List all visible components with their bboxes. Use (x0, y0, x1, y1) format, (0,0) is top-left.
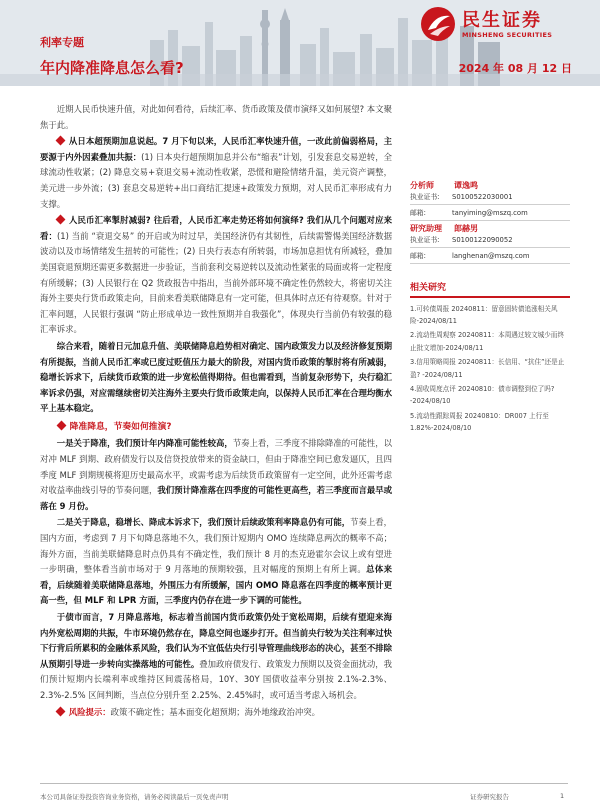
bond-market-heading: 于债市而言，7 月降息落地，标志着当前国内货币政策仍处于宽松周期，后续有望迎来海内外宽松周期的共振，牛市环境仍然存在，降息空间也逐步打开。但当前央行较为关注利率过快下行背后所累积的金融体系风险，我们认为不宜低估央行引导管理曲线形态的决心，甚至不排除从预期引导进一步转向实操落地的可能性。 (40, 612, 392, 669)
section-3 (40, 420, 392, 436)
related-research-item[interactable]: 3.信用策略周报 20240811：长信用、“抗住”还是止盈? -2024/08/11 (410, 358, 565, 379)
report-category: 利率专题 (40, 36, 84, 49)
divider (410, 220, 570, 221)
sidebar (410, 180, 570, 437)
divider (410, 247, 570, 248)
risk-heading: 风险提示： (68, 706, 111, 717)
rrr-cut-text: 节奏上看，三季度不排除降准的可能性，以对冲 MLF 到期、政府债发行以及信贷投放带来的资金缺口，但由于降准空间已愈发逼仄，且四季度 MLF 到期规模将迎历史最高水平，或需考虑为后续货币政策留有一定空间，此外还需考虑对收益率曲线引导的节奏问题， (40, 438, 392, 496)
report-date: 2024 年 08 月 12 日 (458, 62, 572, 75)
section-1-text: (1) 日本央行超预期加息并公布“缩表”计划，引发套息交易逆转，全球流动性收紧；(2) 降息交易+衰退交易+流动性收紧，恐慌和避险情绪升温，美元资产调整，美元进一步外流；(3) 套息交易逆转+出口商结汇提速+政策发力预期，对人民币汇率形成有力支撑。 (40, 151, 393, 209)
section-2-text: (1) 当前 “衰退交易” 的开启或为时过早，美国经济仍有其韧性，后续需警惕美国经济数据波动以及市场情绪发生扭转的可能性；(2) 日央行表态有所转弱，市场加息担忧有所减轻，叠加美国衰退预期还需更多数据进一步验证，当前套利交易逆转以及流动性紧张的局面或将一定程度有所缓解；(3) 人民银行在 Q2 货政报告中指出，当前外部环境不确定性仍然较大，将密切关注海外主要央行货币政策走向，目前来看美联储降息有一定可能，但具体时点还有待观察。针对于汇率问题，人民银行强调 “防止形成单边一致性预期并自我强化”，体现央行当前仍有较强的稳汇率诉求。 (40, 230, 393, 335)
divider (410, 263, 570, 264)
bond-market-text: 叠加政府债发行、政策发力预期以及资金面扰动，我们预计短期内长端利率或维持区间震荡格局，10Y、30Y 国债收益率分别按 2.1%-2.3%、2.3%-2.5% 区间判断，当点位分别升至 2.25%、2.45%时，或可适当考虑入场机会。 (40, 658, 393, 700)
report-title: 年内降准降息怎么看? (40, 59, 184, 77)
report-header (0, 0, 600, 86)
rate-cut-heading: 二是关于降息，稳增长、降成本诉求下，我们预计后续政策利率降息仍有可能， (56, 517, 351, 528)
diamond-bullet-icon (55, 215, 65, 225)
footer-divider (40, 783, 568, 784)
diamond-bullet-icon (55, 706, 65, 716)
diamond-bullet-icon (56, 420, 66, 430)
rrr-cut-conclusion: 我们预计降准落在四季度的可能性更高些，若三季度而言最早或落在 9 月份。 (40, 485, 393, 511)
report-type: 证券研究报告 (470, 793, 509, 801)
rrr-cut-heading: 一是关于降准，我们预计年内降准可能性较高， (56, 438, 233, 449)
section-1 (40, 134, 392, 212)
intro-paragraph: 近期人民币快速升值，对此如何看待，后续汇率、货币政策及债市演绎又如何展望? 本文聚焦于此。 (40, 104, 392, 130)
section-2 (40, 213, 392, 338)
logo-english-name: MINSHENG SECURITIES (462, 31, 553, 39)
cert-number: S0100122090052 (452, 236, 513, 244)
risk-warning (40, 705, 392, 721)
disclaimer-note: 本公司具备证券投资咨询业务资格，请务必阅读最后一页免责声明 (40, 793, 229, 801)
analyst-block-2 (410, 223, 570, 264)
logo-mark-icon (420, 6, 456, 42)
related-research-title: 相关研究 (410, 283, 447, 293)
section-2-heading: 人民币汇率掣肘减弱? 往后看，人民币汇率走势还将如何演绎? 我们从几个问题对应来看： (40, 215, 392, 241)
logo-chinese-name: 民生证券 (462, 10, 542, 31)
analyst-block-1 (410, 180, 570, 221)
summary-paragraph (40, 339, 392, 417)
related-research-item[interactable]: 5.流动性跟踪周报 20240810：DR007 上行至 1.82%-2024/08/10 (410, 411, 549, 433)
rrr-cut-paragraph (40, 436, 392, 514)
email-label: 邮箱: (410, 252, 426, 260)
report-body (40, 102, 392, 721)
related-research-item[interactable]: 1.可转债周报 20240811：留意固转债追涨相关风险-2024/08/11 (410, 304, 558, 325)
analyst-name: 郎赫男 (454, 224, 478, 233)
analyst-role: 分析师 (410, 181, 434, 190)
related-research-item[interactable]: 2.流动性周观察 20240811：本周遇过较文城少而终止批文增加-2024/08/11 (410, 331, 565, 352)
cert-label: 执业证书: (410, 236, 440, 244)
analyst-email[interactable]: langhenan@mszq.com (452, 252, 530, 260)
rate-cut-conclusion: 总体来看，后续随着美联储降息落地，外围压力有所缓解，国内 OMO 降息落在四季度的概率预计更高一些，但 MLF 和 LPR 方面，三季度内仍存在进一步下调的可能性。 (40, 564, 393, 606)
related-research-rule (410, 296, 570, 298)
section-3-heading: 降准降息，节奏如何推演? (69, 421, 172, 432)
summary-text: 综合来看，随着日元加息升值、美联储降息趋势相对确定、国内政策发力以及经济修复预期有所提振，当前人民币汇率或已度过贬值压力最大的阶段，对国内货币政策的掣肘将有所减弱，稳增长诉求下，后续货币政策的进一步宽松值得期待。但也需看到，当前复杂形势下，央行稳汇率诉求仍强，对应需继续密切关注海外主要央行货币政策走向，以保持人民币汇率在合理均衡水平上基本稳定。 (40, 340, 392, 414)
cert-number: S0100522030001 (452, 193, 513, 201)
risk-text: 政策不确定性；基本面变化超预期；海外地缘政治冲突。 (110, 706, 321, 717)
page-number: 1 (560, 792, 565, 800)
analyst-email[interactable]: tanyiming@mszq.com (452, 209, 528, 217)
rate-cut-paragraph (40, 515, 392, 609)
related-research-item[interactable]: 4.固收周度点评 20240810：债市调整到位了吗? -2024/08/10 (410, 384, 555, 406)
section-1-heading: 从日本超预期加息说起。7 月下旬以来，人民币汇率快速升值，一改此前偏弱格局，主要源于内外因素叠加共振： (40, 136, 392, 162)
analyst-name: 谭逸鸣 (454, 181, 478, 190)
email-label: 邮箱: (410, 209, 426, 217)
rate-cut-text: 节奏上看，国内方面，考虑到 7 月下旬降息落地不久，我们预计短期内 OMO 连续降息两次的概率不高；海外方面，当前美联储降息时点仍具有不确定性，我们预计 8 月的杰克逊霍尔会议上或有望进一步明确，整体看当前市场对于 9 月落地的预期较强，且对幅度的预期上有所上调。 (40, 517, 393, 575)
divider (410, 204, 570, 205)
cert-label: 执业证书: (410, 193, 440, 201)
analyst-role: 研究助理 (410, 224, 442, 233)
diamond-bullet-icon (55, 136, 65, 146)
bond-market-paragraph (40, 610, 392, 704)
minsheng-logo (420, 4, 580, 44)
